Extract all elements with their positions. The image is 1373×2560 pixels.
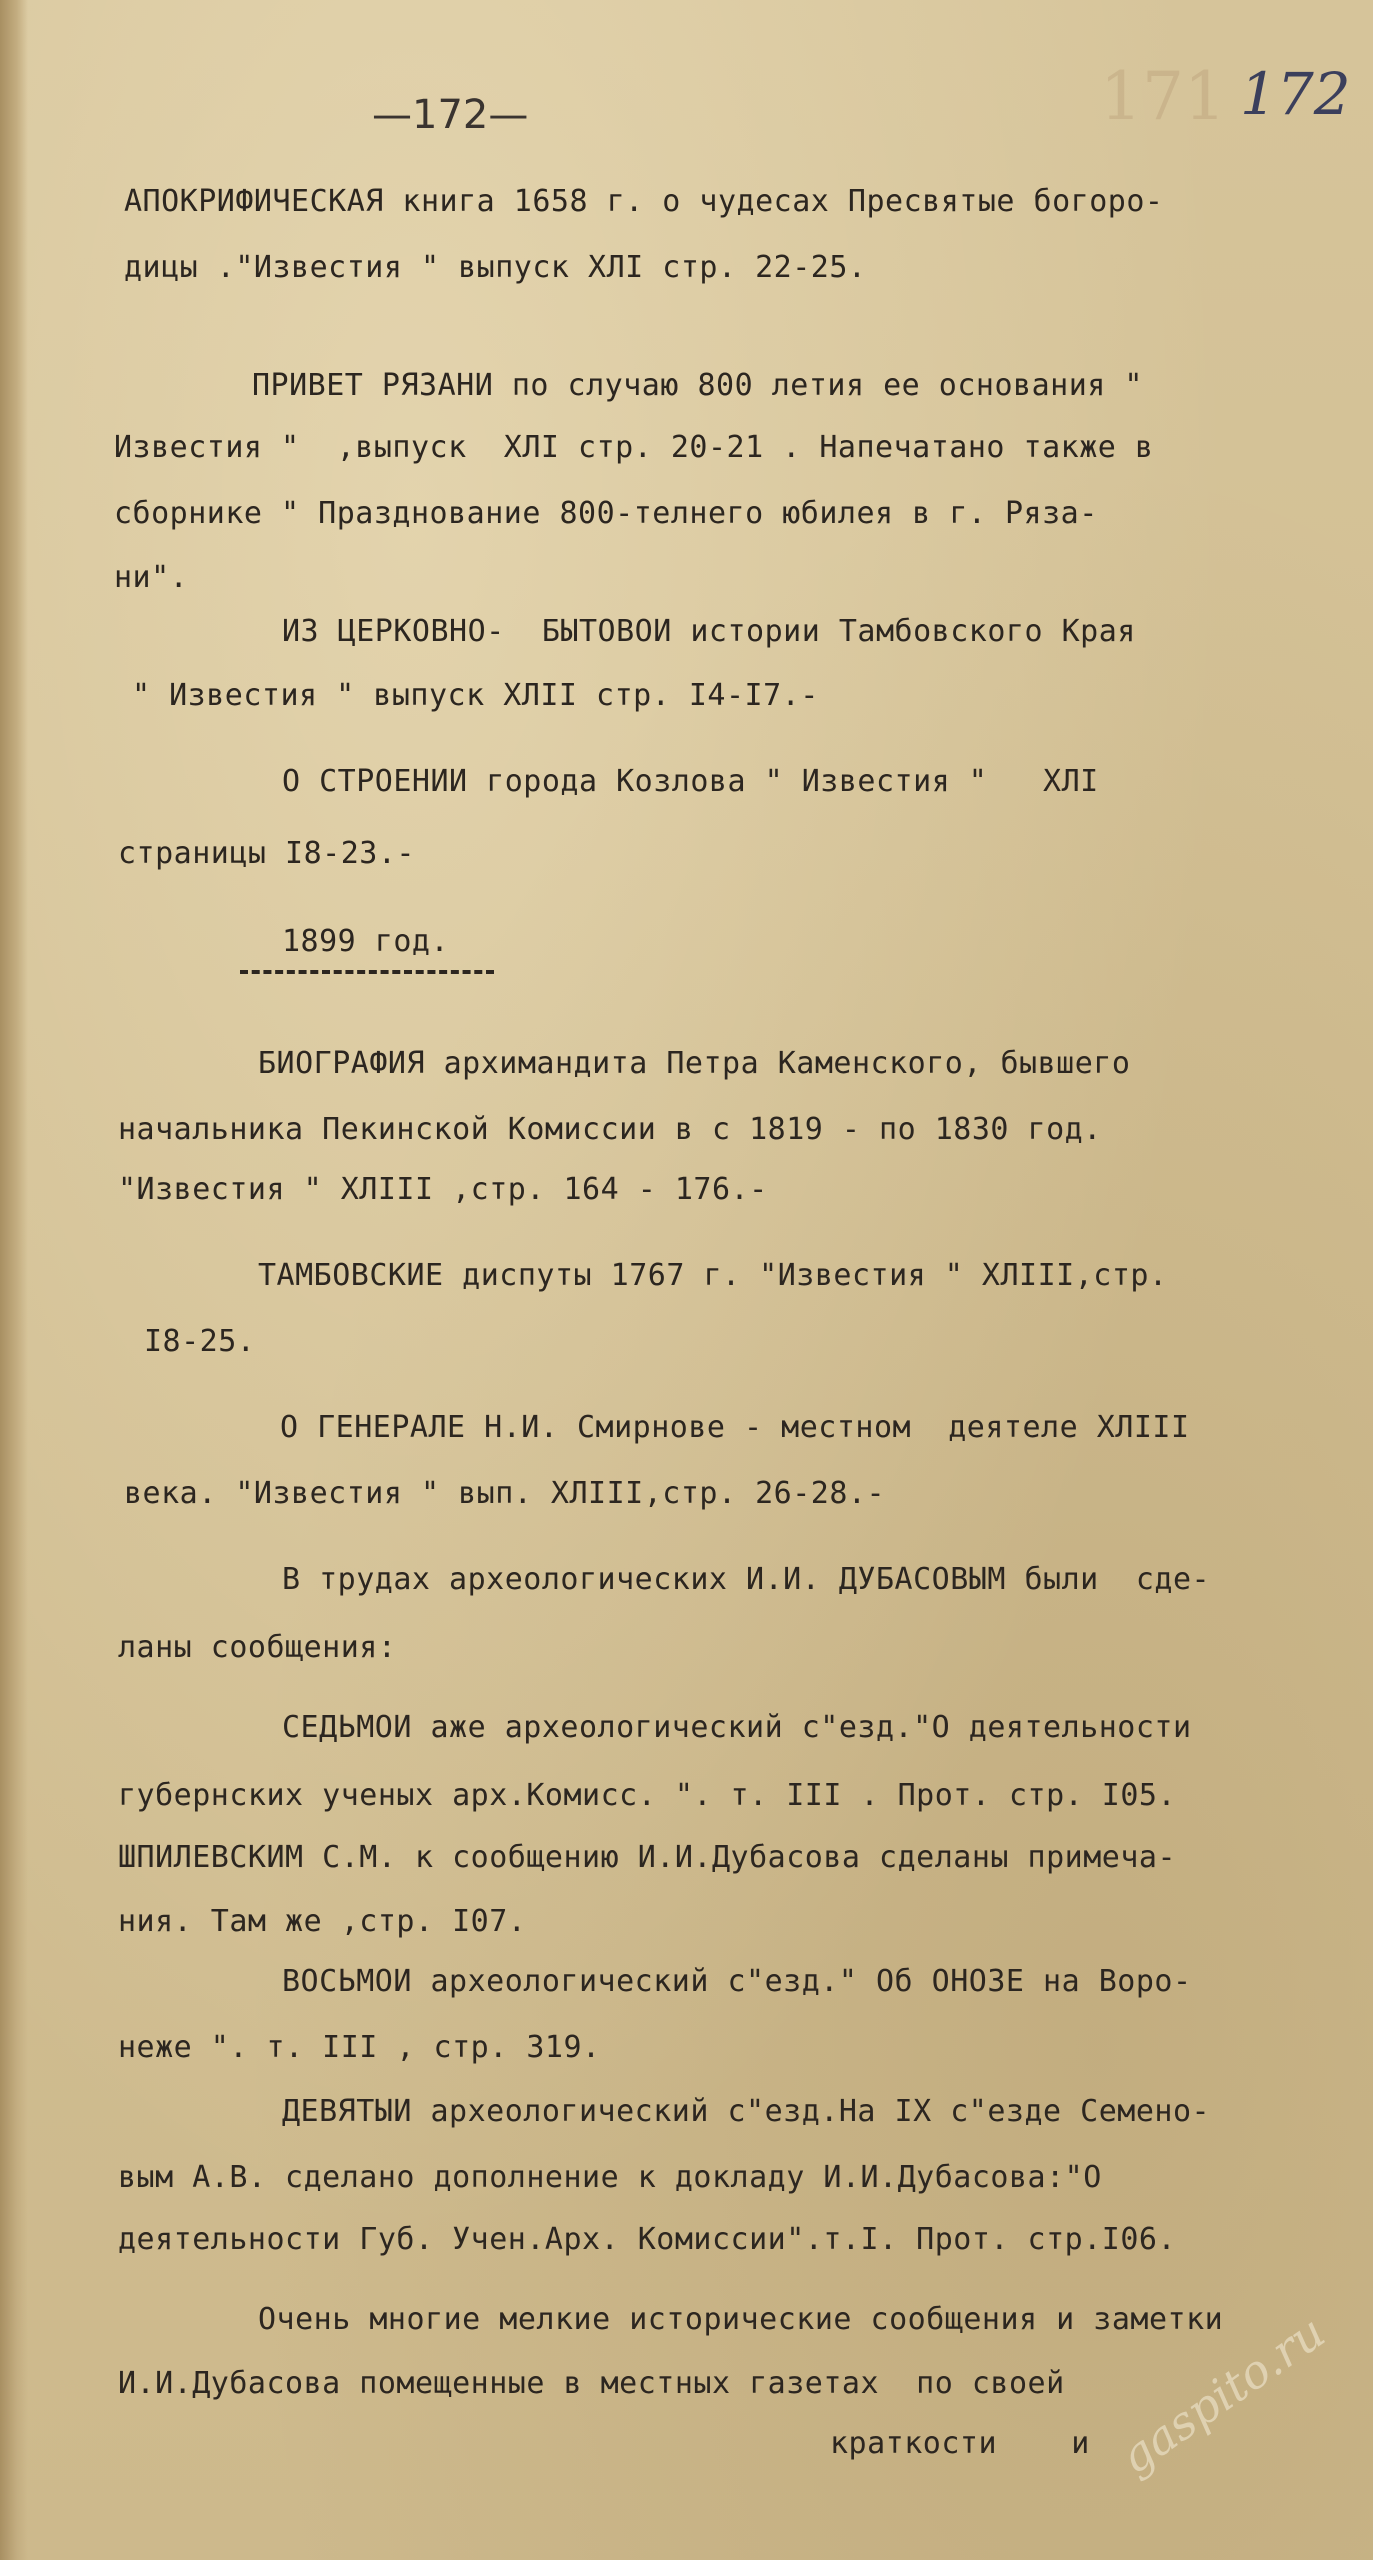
text-line: неже ". т. III , стр. 319. (118, 2030, 601, 2065)
text-line: Очень многие мелкие исторические сообщения и заметки (258, 2302, 1224, 2337)
page-edge-shadow (0, 0, 28, 2560)
text-line: начальника Пекинской Комиссии в с 1819 - по 1830 год. (118, 1112, 1102, 1147)
text-line: ни". (114, 560, 189, 595)
text-line: " Известия " выпуск ХЛII стр. I4-I7.- (132, 678, 819, 713)
text-line: АПОКРИФИЧЕСКАЯ книга 1658 г. о чудесах Пресвятые богоро- (124, 184, 1164, 219)
faint-page-number: 171 (1100, 58, 1226, 135)
text-line: страницы I8-23.- (118, 836, 415, 871)
text-line: губернских ученых арх.Комисс. ". т. III . Прот. стр. I05. (118, 1778, 1177, 1813)
watermark: gaspito.ru (1110, 2304, 1335, 2485)
text-line: БИОГРАФИЯ архимандита Петра Каменского, бывшего (258, 1046, 1131, 1081)
text-line: ВОСЬМОИ археологический с"езд." Об ОНОЗЕ на Воро- (282, 1964, 1192, 1999)
text-line: "Известия " ХЛIII ,стр. 164 - 176.- (118, 1172, 768, 1207)
text-line: века. "Известия " вып. ХЛIII,стр. 26-28.- (124, 1476, 886, 1511)
handwritten-page-number: 172 (1240, 60, 1351, 128)
year-heading: 1899 год. (282, 924, 450, 959)
text-line: I8-25. (144, 1324, 256, 1359)
heading-underline (240, 970, 494, 974)
text-line: В трудах археологических И.И. ДУБАСОВЫМ были сде- (282, 1562, 1211, 1597)
text-line: О ГЕНЕРАЛЕ Н.И. Смирнове - местном деятеле ХЛIII (280, 1410, 1190, 1445)
text-line: ДЕВЯТЫИ археологический с"езд.На IX с"езде Семено- (282, 2094, 1211, 2129)
text-line: деятельности Губ. Учен.Арх. Комиссии".т.I. Прот. стр.I06. (118, 2222, 1177, 2257)
text-line: ШПИЛЕВСКИМ С.М. к сообщению И.И.Дубасова сделаны примеча- (118, 1840, 1177, 1875)
text-line: краткости и (830, 2426, 1090, 2461)
text-line: И.И.Дубасова помещенные в местных газетах по своей (118, 2366, 1065, 2401)
text-line: ИЗ ЦЕРКОВНО- БЫТОВОИ истории Тамбовского Края (282, 614, 1136, 649)
text-line: ТАМБОВСКИЕ диспуты 1767 г. "Известия " ХЛIII,стр. (258, 1258, 1168, 1293)
typed-page-number: —172— (372, 92, 529, 138)
text-line: ния. Там же ,стр. I07. (118, 1904, 527, 1939)
text-line: О СТРОЕНИИ города Козлова " Известия " ХЛI (282, 764, 1099, 799)
text-line: вым А.В. сделано дополнение к докладу И.И.Дубасова:"О (118, 2160, 1102, 2195)
text-line: ланы сообщения: (118, 1630, 397, 1665)
text-line: сборнике " Празднование 800-телнего юбилея в г. Ряза- (114, 496, 1098, 531)
text-line: СЕДЬМОИ аже археологический с"езд."О деятельности (282, 1710, 1192, 1745)
text-line: ПРИВЕТ РЯЗАНИ по случаю 800 летия ее основания " (252, 368, 1143, 403)
text-line: Известия " ,выпуск ХЛI стр. 20-21 . Напечатано также в (114, 430, 1154, 465)
text-line: дицы ."Известия " выпуск ХЛI стр. 22-25. (124, 250, 867, 285)
